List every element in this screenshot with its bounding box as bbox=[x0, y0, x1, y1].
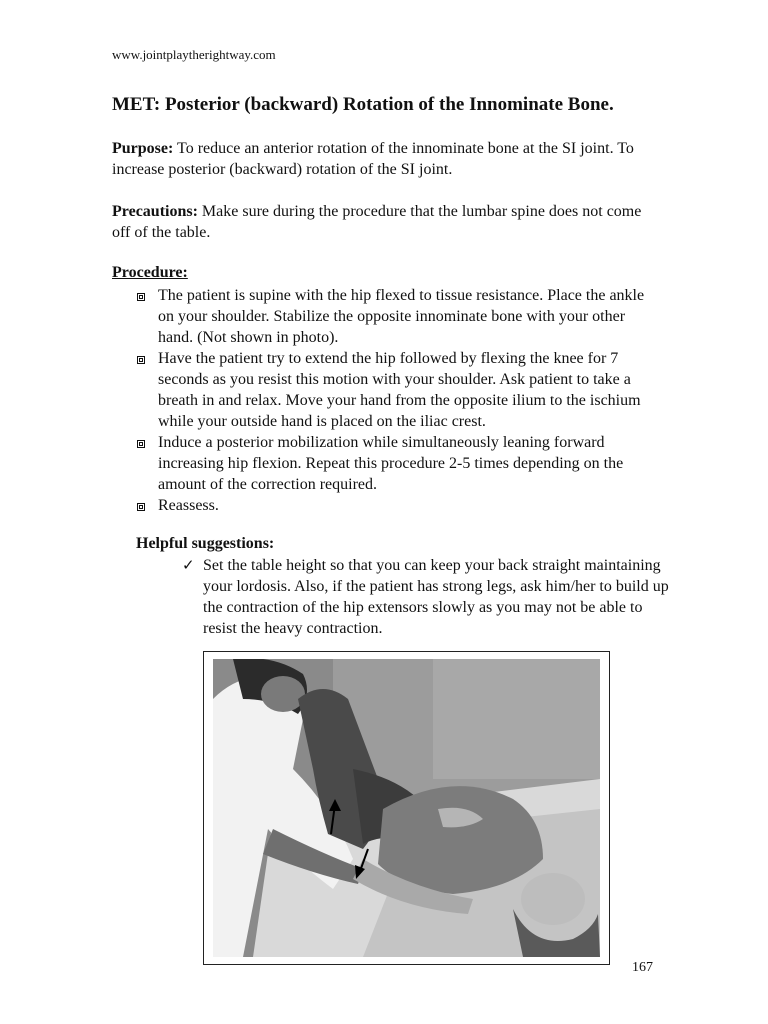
square-bullet-icon bbox=[137, 440, 145, 448]
precautions-paragraph bbox=[112, 201, 657, 243]
precautions-text: Make sure during the procedure that the lumbar spine does not come off of the table. bbox=[112, 203, 642, 241]
purpose-label: Purpose: bbox=[112, 140, 174, 157]
procedure-step-text: The patient is supine with the hip flexed to tissue resistance. Place the ankle on your shoulder. Stabilize the opposite innominate bone with your other hand. (Not shown in photo). bbox=[158, 287, 645, 346]
page-title: MET: Posterior (backward) Rotation of the Innominate Bone. bbox=[112, 94, 614, 115]
square-bullet-icon bbox=[137, 293, 145, 301]
precautions-label: Precautions: bbox=[112, 203, 198, 220]
procedure-step-text: Induce a posterior mobilization while simultaneously leaning forward increasing hip flexion. Repeat this procedure 2-5 times depending on the amount of the correction required. bbox=[158, 434, 624, 493]
helpful-suggestion-text: Set the table height so that you can keep your back straight maintaining your lordosis. Also, if the patient has strong legs, ask him/her to build up the contraction of the hip extensors slowly as you may not be able to resist the heavy contraction. bbox=[203, 557, 669, 637]
page-number: 167 bbox=[632, 960, 653, 975]
procedure-step-4 bbox=[112, 495, 657, 516]
helpful-suggestion-item bbox=[180, 555, 673, 639]
helpful-suggestions-heading: Helpful suggestions: bbox=[136, 535, 275, 552]
procedure-list bbox=[112, 285, 657, 516]
procedure-step-text: Reassess. bbox=[158, 497, 219, 514]
purpose-text: To reduce an anterior rotation of the innominate bone at the SI joint. To increase posterior (backward) rotation of the SI joint. bbox=[112, 140, 634, 178]
photo-frame bbox=[203, 651, 610, 965]
procedure-step-2 bbox=[112, 348, 657, 432]
header-url: www.jointplaytherightway.com bbox=[112, 47, 276, 62]
square-bullet-icon bbox=[137, 503, 145, 511]
purpose-paragraph bbox=[112, 138, 657, 180]
procedure-step-text: Have the patient try to extend the hip followed by flexing the knee for 7 seconds as you resist this motion with your shoulder. Ask patient to take a breath in and relax. Move your hand from the opposite ilium to the ischium while your outside hand is placed on the iliac crest. bbox=[158, 350, 641, 430]
photo-illustration bbox=[213, 659, 600, 957]
procedure-step-1 bbox=[112, 285, 657, 348]
procedure-step-3 bbox=[112, 432, 657, 495]
procedure-heading: Procedure: bbox=[112, 264, 188, 281]
checkmark-icon: ✓ bbox=[182, 556, 195, 574]
square-bullet-icon bbox=[137, 356, 145, 364]
